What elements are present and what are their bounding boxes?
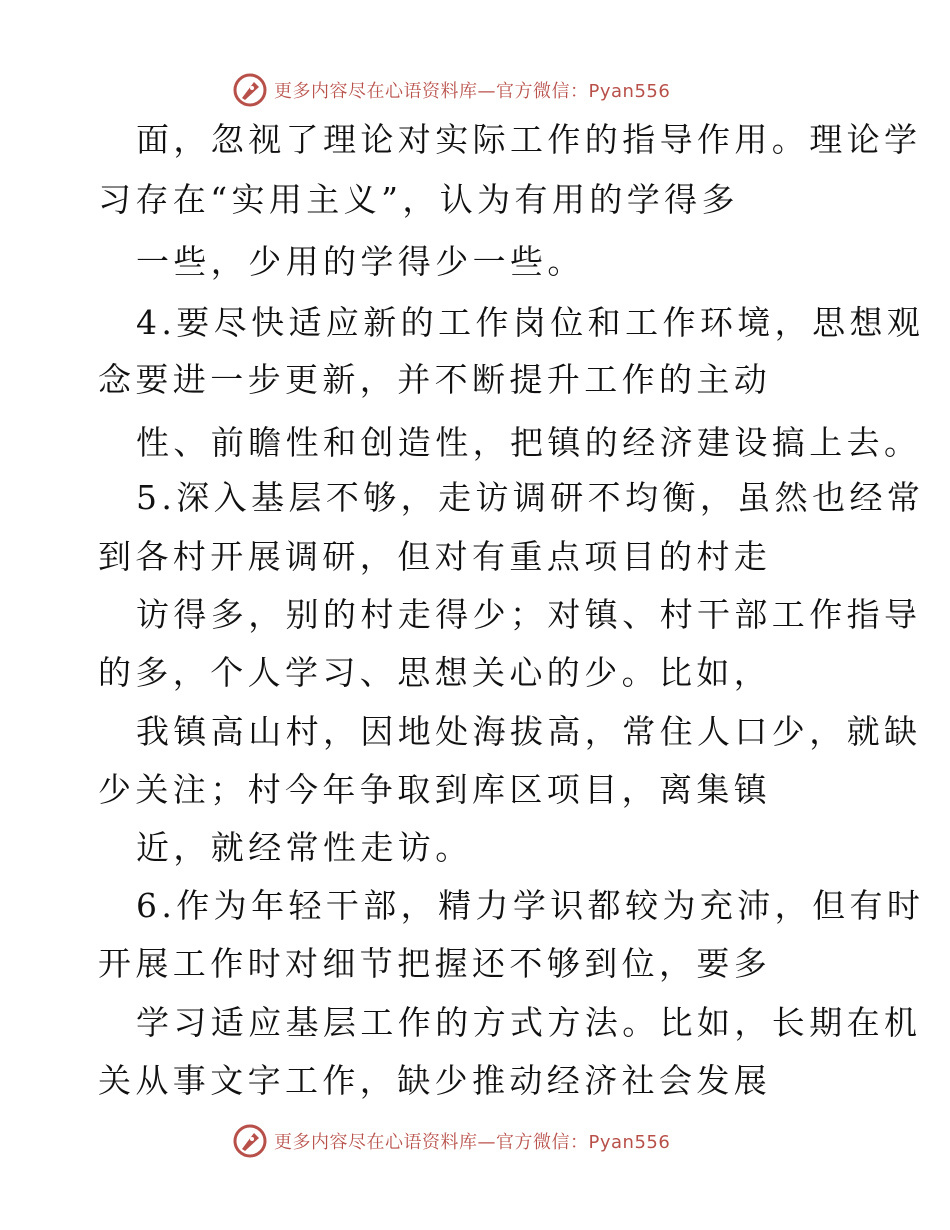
text-line: 5.深入基层不够，走访调研不均衡，虽然也经常 — [136, 478, 925, 517]
header-watermark — [232, 72, 670, 108]
text-line: 关从事文字工作，缺少推动经济社会发展 — [98, 1061, 772, 1100]
text-line: 念要进一步更新，并不断提升工作的主动 — [98, 360, 772, 399]
watermark-text: 更多内容尽在心语资料库—官方微信：Pyan556 — [274, 81, 671, 102]
text-line: 面，忽视了理论对实际工作的指导作用。理论学 — [136, 120, 922, 159]
text-line: 6.作为年轻干部，精力学识都较为充沛，但有时 — [136, 886, 925, 925]
text-line: 4.要尽快适应新的工作岗位和工作环境，思想观 — [136, 303, 925, 342]
pen-nib-logo-icon — [232, 1123, 268, 1159]
text-line: 到各村开展调研，但对有重点项目的村走 — [98, 537, 772, 576]
text-line: 近，就经常性走访。 — [136, 828, 473, 867]
text-line: 开展工作时对细节把握还不够到位，要多 — [98, 944, 772, 983]
text-line: 的多，个人学习、思想关心的少。比如， — [98, 653, 772, 692]
text-line: 一些，少用的学得少一些。 — [136, 242, 585, 281]
watermark-text: 更多内容尽在心语资料库—官方微信：Pyan556 — [274, 1132, 671, 1153]
footer-watermark — [232, 1123, 670, 1159]
text-line: 性、前瞻性和创造性，把镇的经济建设搞上去。 — [136, 423, 922, 462]
text-line: 访得多，别的村走得少；对镇、村干部工作指导 — [136, 595, 922, 634]
text-line: 我镇高山村，因地处海拔高，常住人口少，就缺 — [136, 712, 922, 751]
text-line: 少关注；村今年争取到库区项目，离集镇 — [98, 770, 772, 809]
text-line: 学习适应基层工作的方式方法。比如，长期在机 — [136, 1003, 922, 1042]
pen-nib-logo-icon — [232, 72, 268, 108]
text-line: 习存在“实用主义”，认为有用的学得多 — [98, 180, 739, 219]
